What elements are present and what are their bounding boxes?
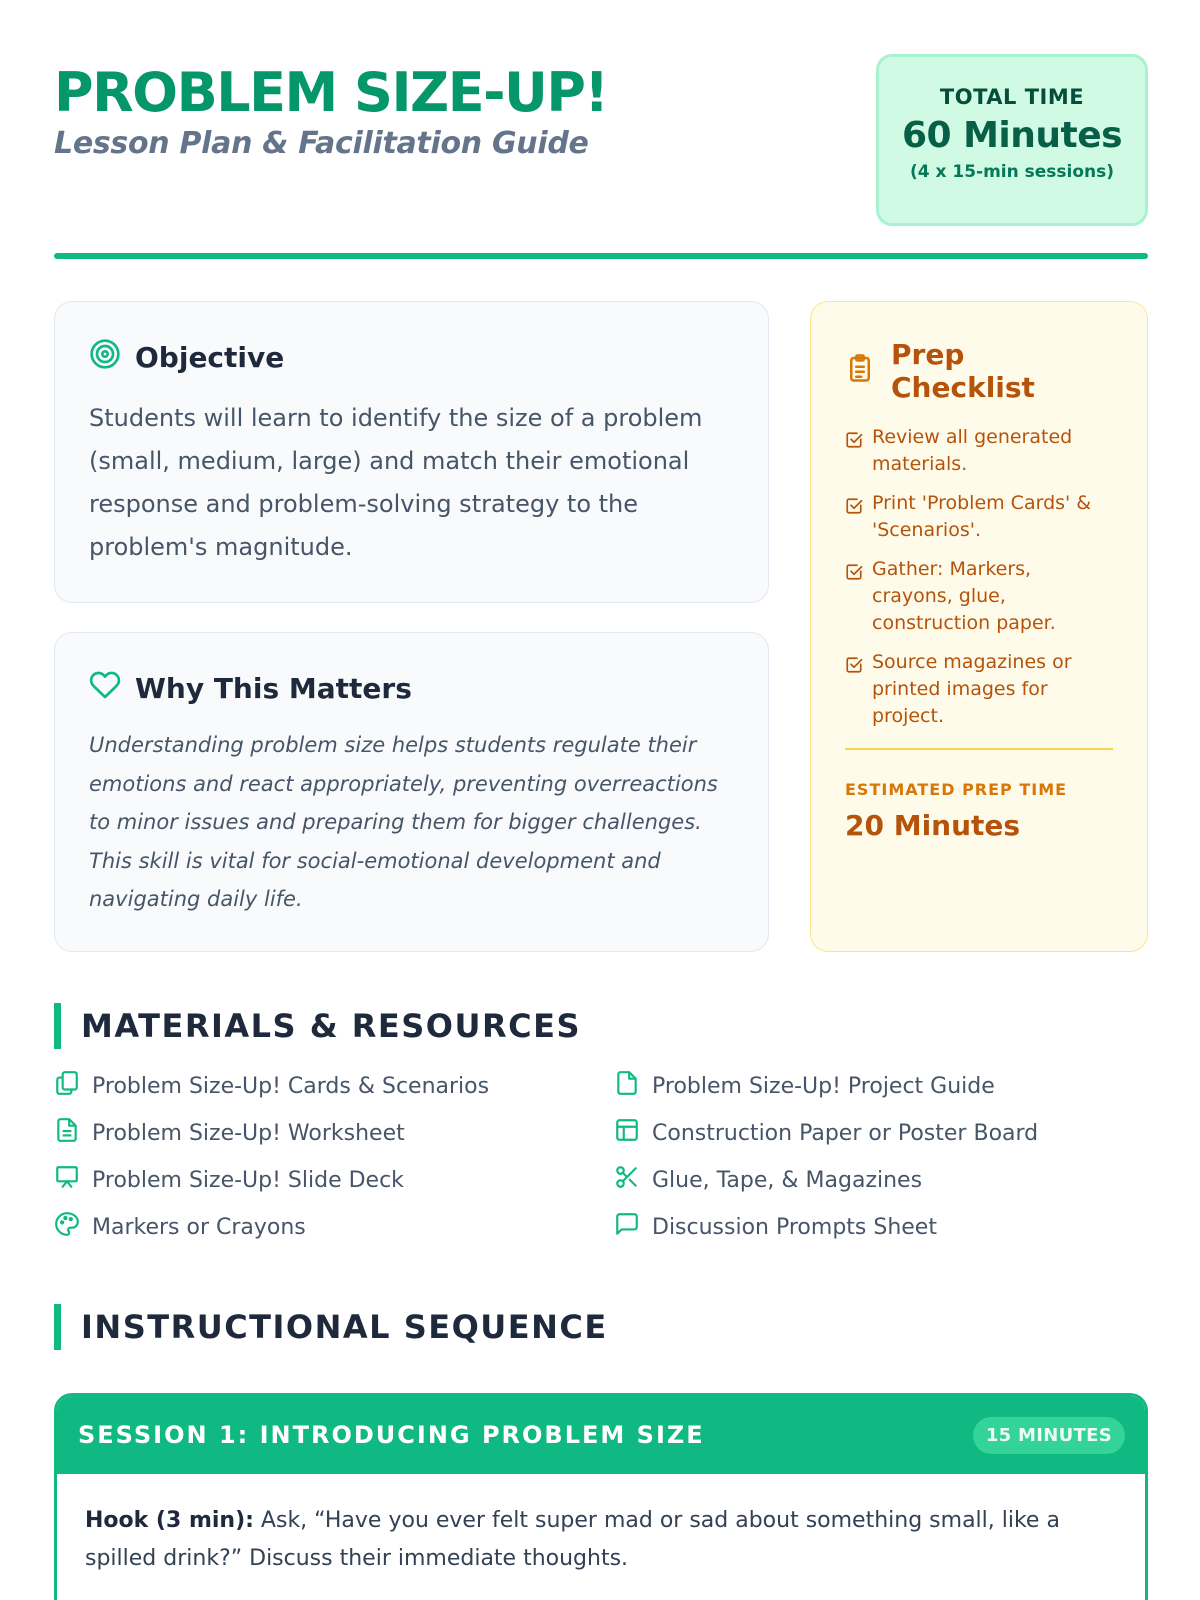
material-label: Problem Size-Up! Project Guide (652, 1073, 995, 1099)
sequence-heading: INSTRUCTIONAL SEQUENCE (54, 1304, 754, 1350)
material-label: Discussion Prompts Sheet (652, 1214, 937, 1240)
palette-icon (54, 1211, 80, 1243)
material-item (614, 1072, 1148, 1100)
material-label: Markers or Crayons (92, 1214, 306, 1240)
total-time-note: (4 x 15-min sessions) (909, 162, 1115, 182)
total-time-label: TOTAL TIME (939, 85, 1085, 109)
checkbox-icon (845, 562, 863, 589)
checkbox-icon (845, 430, 863, 457)
total-time-box (876, 54, 1148, 226)
copy-icon (54, 1070, 80, 1102)
objective-heading (89, 338, 734, 377)
heart-icon (89, 669, 121, 708)
total-time-value: 60 Minutes (901, 115, 1123, 156)
material-item (54, 1213, 614, 1241)
session-1-duration-badge: 15 MINUTES (973, 1417, 1125, 1454)
objective-card (54, 301, 769, 603)
material-label: Problem Size-Up! Cards & Scenarios (92, 1073, 490, 1099)
material-label: Glue, Tape, & Magazines (652, 1167, 923, 1193)
target-icon (89, 338, 121, 377)
material-item (54, 1072, 614, 1100)
material-item (54, 1119, 614, 1147)
why-text: Understanding problem size helps students regulate their emotions and react appropriately, preventing overreactions to minor issues and preparing them for bigger challenges. This skill is vital for social-emotional development and navigating daily life. (89, 733, 718, 911)
prep-checklist-card (810, 301, 1148, 952)
document-icon (54, 1117, 80, 1149)
hook-label: Hook (3 min): (85, 1508, 254, 1533)
prep-item (845, 556, 1113, 637)
header-divider (54, 253, 1148, 259)
clipboard-icon (845, 352, 875, 391)
material-label: Construction Paper or Poster Board (652, 1120, 1039, 1146)
presentation-icon (54, 1164, 80, 1196)
prep-estimate-label: ESTIMATED PREP TIME (845, 779, 1068, 799)
prep-item (845, 424, 1113, 478)
checkbox-icon (845, 496, 863, 523)
checkbox-icon (845, 655, 863, 682)
scissors-icon (614, 1164, 640, 1196)
materials-heading: MATERIALS & RESOURCES (54, 1003, 754, 1049)
session-1-body (57, 1474, 1145, 1578)
session-1-title: SESSION 1: INTRODUCING PROBLEM SIZE (78, 1421, 705, 1449)
prep-list (845, 424, 1113, 730)
prep-estimate-value: 20 Minutes (845, 808, 1021, 842)
prep-title: Prep Checklist (891, 338, 1035, 404)
hook-text: Ask, “Have you ever felt super mad or sad about something small, like a spilled drink?” Discuss their immediate thoughts. (85, 1508, 1060, 1571)
prep-heading (845, 338, 1113, 404)
why-heading (89, 669, 734, 708)
layout-icon (614, 1117, 640, 1149)
material-item (614, 1119, 1148, 1147)
prep-item-text: Review all generated materials. (872, 426, 1073, 475)
objective-text: Students will learn to identify the size of a problem (small, medium, large) and match their emotional response and problem-solving strategy to the problem's magnitude. (89, 404, 703, 561)
material-item (614, 1213, 1148, 1241)
page-title: PROBLEM SIZE-UP! (54, 61, 608, 124)
file-icon (614, 1070, 640, 1102)
page-header (54, 54, 1148, 259)
prep-item-text: Print 'Problem Cards' & 'Scenarios'. (872, 492, 1092, 541)
page-subtitle: Lesson Plan & Facilitation Guide (54, 126, 589, 161)
material-label: Problem Size-Up! Worksheet (92, 1120, 405, 1146)
session-1-card (54, 1393, 1148, 1600)
prep-item (845, 490, 1113, 544)
prep-item-text: Gather: Markers, crayons, glue, construction paper. (872, 558, 1056, 634)
chat-icon (614, 1211, 640, 1243)
material-item (614, 1166, 1148, 1194)
material-item (54, 1166, 614, 1194)
prep-item (845, 649, 1113, 730)
why-card (54, 632, 769, 952)
material-label: Problem Size-Up! Slide Deck (92, 1167, 404, 1193)
why-title: Why This Matters (135, 672, 412, 705)
materials-list (54, 1072, 1148, 1241)
prep-item-text: Source magazines or printed images for project. (872, 651, 1072, 727)
objective-title: Objective (135, 341, 285, 374)
prep-divider (845, 748, 1113, 750)
session-1-header (57, 1396, 1145, 1474)
